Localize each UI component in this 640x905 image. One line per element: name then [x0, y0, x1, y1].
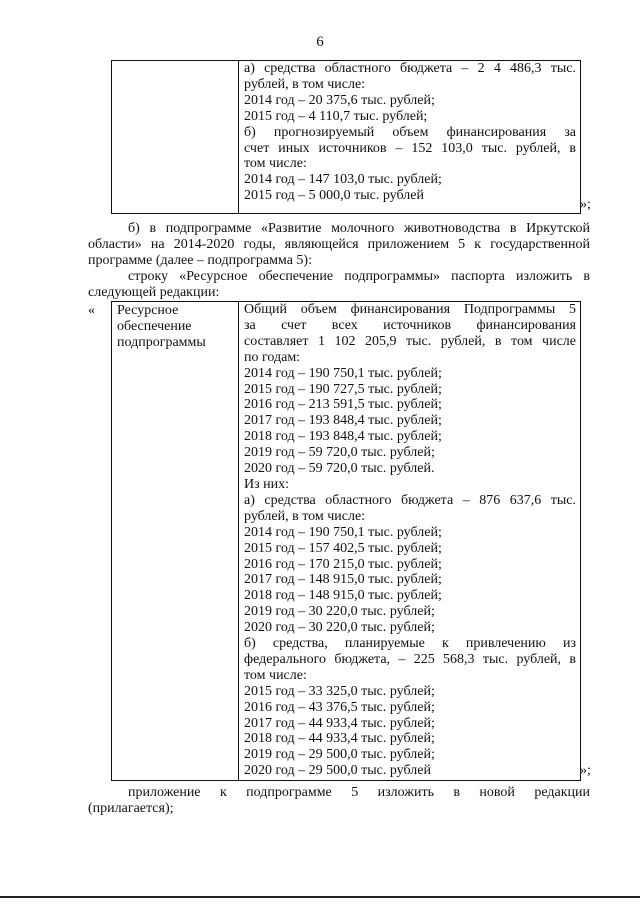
funding-table-continued [111, 60, 581, 214]
page-number: 6 [316, 34, 324, 50]
text-line: обеспечение [117, 319, 192, 334]
text-line: 2015 год – 190 727,5 тыс. рублей; [244, 381, 442, 397]
text-line: федерального бюджета, – 225 568,3 тыс. рублей, в [244, 651, 576, 667]
text-line: строку «Ресурсное обеспечение подпрограммы» паспорта изложить в [128, 269, 590, 284]
table-cell-empty [112, 61, 239, 214]
resource-provision-table [111, 301, 581, 781]
text-line: 2020 год – 30 220,0 тыс. рублей; [244, 620, 435, 636]
funding-lines [239, 302, 580, 779]
text-line: рублей, в том числе: [244, 76, 366, 92]
paragraph-row-instruction [88, 269, 590, 301]
text-line: области» на 2014-2020 годы, являющейся приложением 5 к государственной [88, 237, 590, 252]
page-bottom-edge [0, 896, 640, 898]
text-line: том числе: [244, 156, 307, 172]
text-line: 2016 год – 43 376,5 тыс. рублей; [244, 699, 435, 715]
text-line: 2019 год – 29 500,0 тыс. рублей; [244, 747, 435, 763]
text-line: 2017 год – 193 848,4 тыс. рублей; [244, 413, 442, 429]
closing-quote: »; [580, 763, 591, 778]
text-line: б) прогнозируемый объем финансирования за [244, 124, 576, 140]
text-line: Ресурсное [117, 303, 179, 318]
text-line: 2014 год – 190 750,1 тыс. рублей; [244, 365, 442, 381]
text-line: Общий объем финансирования Подпрограммы 5 [244, 302, 576, 317]
text-line: 2014 год – 20 375,6 тыс. рублей; [244, 92, 435, 108]
text-line: подпрограммы [117, 335, 206, 350]
text-line: 2016 год – 213 591,5 тыс. рублей; [244, 397, 442, 413]
text-line: 2014 год – 147 103,0 тыс. рублей; [244, 172, 442, 188]
text-line: 2015 год – 33 325,0 тыс. рублей; [244, 683, 435, 699]
table-cell-heading [112, 302, 239, 781]
text-line: рублей, в том числе: [244, 508, 366, 524]
text-line: счет иных источников – 152 103,0 тыс. рублей, в [244, 140, 576, 156]
text-line: (прилагается); [88, 801, 174, 816]
text-line: по годам: [244, 349, 301, 365]
paragraph-subprogram-5 [88, 221, 590, 269]
text-line: 2018 год – 44 933,4 тыс. рублей; [244, 731, 435, 747]
text-line: 2017 год – 44 933,4 тыс. рублей; [244, 715, 435, 731]
text-line: 2015 год – 157 402,5 тыс. рублей; [244, 540, 442, 556]
text-line: 2018 год – 148 915,0 тыс. рублей; [244, 588, 442, 604]
row-heading [112, 302, 238, 351]
opening-quote: « [88, 303, 95, 318]
closing-quote: »; [580, 197, 591, 212]
text-line: 2019 год – 30 220,0 тыс. рублей; [244, 604, 435, 620]
text-line: 2020 год – 29 500,0 тыс. рублей [244, 763, 431, 779]
text-line: 2014 год – 190 750,1 тыс. рублей; [244, 524, 442, 540]
text-line: б) средства, планируемые к привлечению из [244, 636, 576, 652]
text-line: 2018 год – 193 848,4 тыс. рублей; [244, 429, 442, 445]
text-line: составляет 1 102 205,9 тыс. рублей, в том числе [244, 333, 576, 349]
funding-lines [239, 61, 580, 204]
text-line: а) средства областного бюджета – 876 637,6 тыс. [244, 492, 576, 508]
table-row [112, 61, 581, 214]
text-line: за счет всех источников финансирования [244, 317, 576, 333]
text-line: 2015 год – 5 000,0 тыс. рублей [244, 188, 424, 204]
table-cell-funding [239, 302, 581, 781]
text-line: программе (далее – подпрограмма 5): [88, 253, 312, 268]
table-row [112, 302, 581, 781]
paragraph-appendix [88, 785, 590, 817]
text-line: 2019 год – 59 720,0 тыс. рублей; [244, 445, 435, 461]
text-line: Из них: [244, 476, 290, 492]
text-line: 2015 год – 4 110,7 тыс. рублей; [244, 108, 428, 124]
text-line: а) средства областного бюджета – 2 4 486,3 тыс. [244, 61, 576, 76]
text-line: б) в подпрограмме «Развитие молочного животноводства в Иркутской [128, 221, 590, 236]
text-line: 2017 год – 148 915,0 тыс. рублей; [244, 572, 442, 588]
text-line: приложение к подпрограмме 5 изложить в новой редакции [128, 785, 590, 800]
text-line: 2020 год – 59 720,0 тыс. рублей. [244, 461, 435, 477]
table-cell-funding [239, 61, 581, 214]
text-line: 2016 год – 170 215,0 тыс. рублей; [244, 556, 442, 572]
text-line: том числе: [244, 667, 307, 683]
text-line: следующей редакции: [88, 285, 220, 300]
